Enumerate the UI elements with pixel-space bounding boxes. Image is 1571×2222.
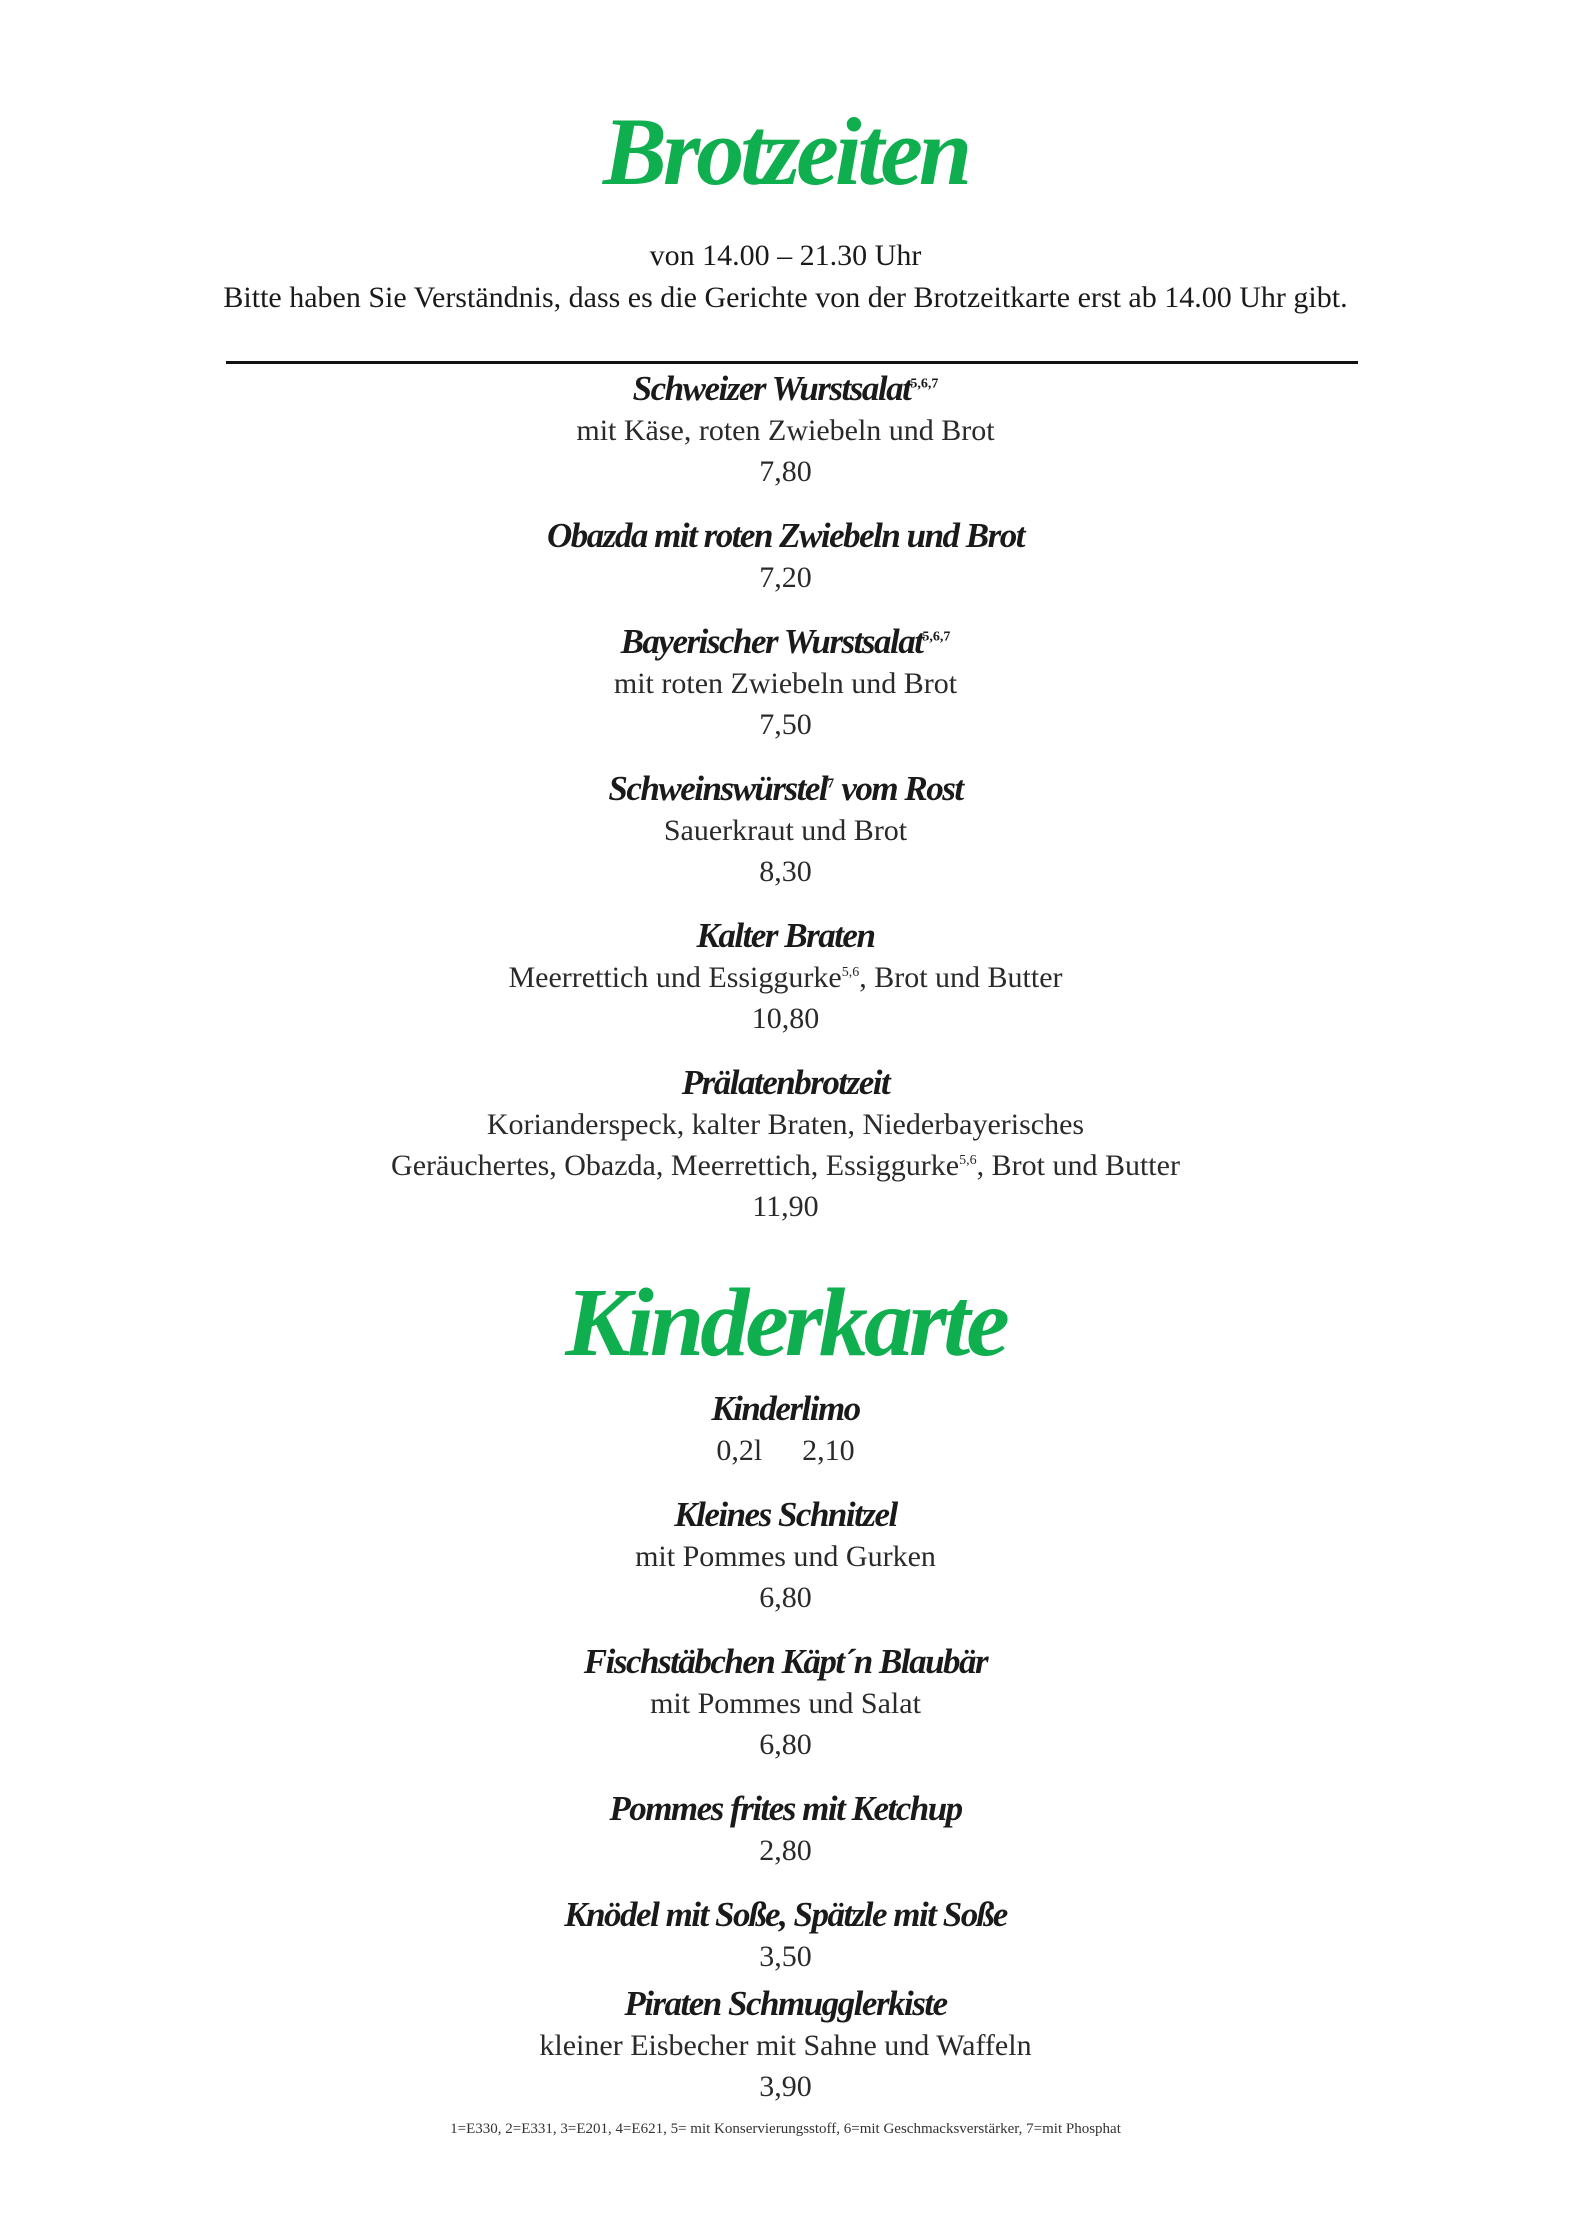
menu-item-praelatenbrotzeit — [0, 1062, 1571, 1227]
additive-note: 5,6 — [841, 965, 860, 980]
menu-item-kleines-schnitzel — [0, 1494, 1571, 1618]
section-title-brotzeiten: Brotzeiten — [602, 98, 969, 205]
item-name: Piraten Schmugglerkiste — [624, 1984, 947, 2023]
item-description-line-2: Geräuchertes, Obazda, Meerrettich, Essiggurke$^{5,6}$, Brot und Butter — [391, 1149, 1180, 1182]
item-price: 6,80 — [759, 1728, 812, 1761]
item-price: 10,80 — [751, 1002, 820, 1035]
additive-note: 7 — [827, 776, 835, 792]
kinderkarte-list — [0, 1388, 1571, 2107]
item-price: 2,80 — [759, 1834, 812, 1867]
section-title-kinderkarte: Kinderkarte — [565, 1269, 1006, 1377]
item-description: Sauerkraut und Brot — [663, 814, 908, 847]
item-name: Prälatenbrotzeit — [681, 1063, 890, 1102]
item-price: 7,80 — [759, 455, 812, 488]
item-description: Korianderspeck, kalter Braten, Niederbayerisches — [486, 1108, 1085, 1141]
item-price: 7,20 — [759, 561, 812, 594]
item-name: Kalter Braten — [696, 916, 875, 955]
menu-item-fischstaebchen — [0, 1641, 1571, 1765]
item-name: Kinderlimo — [711, 1389, 860, 1428]
item-name: Bayerischer Wurstsalat$^{5,6,7}$ — [620, 622, 951, 661]
item-name: Schweizer Wurstsalat$^{5,6,7}$ — [632, 369, 939, 408]
item-price: 3,50 — [759, 1940, 812, 1973]
item-name: Obazda mit roten Zwiebeln und Brot — [547, 516, 1024, 555]
item-price: 7,50 — [759, 708, 812, 741]
item-description: mit Pommes und Salat — [650, 1687, 921, 1720]
additive-note: 5,6,7 — [910, 376, 939, 392]
additive-note: 5,6,7 — [922, 629, 951, 645]
item-name: Schweinswürstel$^7$ vom Rost — [608, 769, 963, 808]
menu-item-schweinswuerstel — [0, 768, 1571, 892]
menu-item-schweizer-wurstsalat — [0, 368, 1571, 492]
additives-footnote: 1=E330, 2=E331, 3=E201, 4=E621, 5= mit Konservierungsstoff, 6=mit Geschmacksverstärker, 7=mit Phosphat — [450, 2121, 1121, 2137]
item-name: Pommes frites mit Ketchup — [609, 1789, 962, 1828]
item-description: Meerrettich und Essiggurke$^{5,6}$, Brot und Butter — [508, 961, 1063, 994]
menu-item-pommes-frites — [0, 1788, 1571, 1871]
item-price: 6,80 — [759, 1581, 812, 1614]
availability-note: Bitte haben Sie Verständnis, dass es die Gerichte von der Brotzeitkarte erst ab 14.00 Uhr gibt. — [223, 281, 1348, 314]
menu-item-kinderlimo — [0, 1388, 1571, 1471]
item-price: 11,90 — [752, 1190, 819, 1223]
item-name: Kleines Schnitzel — [674, 1495, 897, 1534]
item-description: mit Käse, roten Zwiebeln und Brot — [576, 414, 995, 447]
opening-hours: von 14.00 – 21.30 Uhr — [649, 239, 922, 272]
item-description: kleiner Eisbecher mit Sahne und Waffeln — [539, 2029, 1032, 2062]
menu-item-bayerischer-wurstsalat — [0, 621, 1571, 745]
brotzeiten-list — [0, 368, 1571, 1227]
item-name: Knödel mit Soße, Spätzle mit Soße — [564, 1895, 1007, 1934]
item-description: mit Pommes und Gurken — [635, 1540, 936, 1573]
item-price: 3,90 — [759, 2070, 812, 2103]
menu-item-knoedel-spaetzle — [0, 1894, 1571, 1977]
menu-item-obazda — [0, 515, 1571, 598]
item-size: 0,2l — [716, 1434, 763, 1467]
additive-note: 5,6 — [959, 1153, 977, 1168]
item-price: 2,10 — [802, 1434, 855, 1467]
item-price: 8,30 — [759, 855, 812, 888]
item-description: mit roten Zwiebeln und Brot — [613, 667, 958, 700]
menu-item-piraten-schmugglerkiste — [0, 1983, 1571, 2107]
menu-item-kalter-braten — [0, 915, 1571, 1039]
item-name: Fischstäbchen Käpt´n Blaubär — [583, 1642, 988, 1681]
divider-line — [226, 361, 1358, 364]
